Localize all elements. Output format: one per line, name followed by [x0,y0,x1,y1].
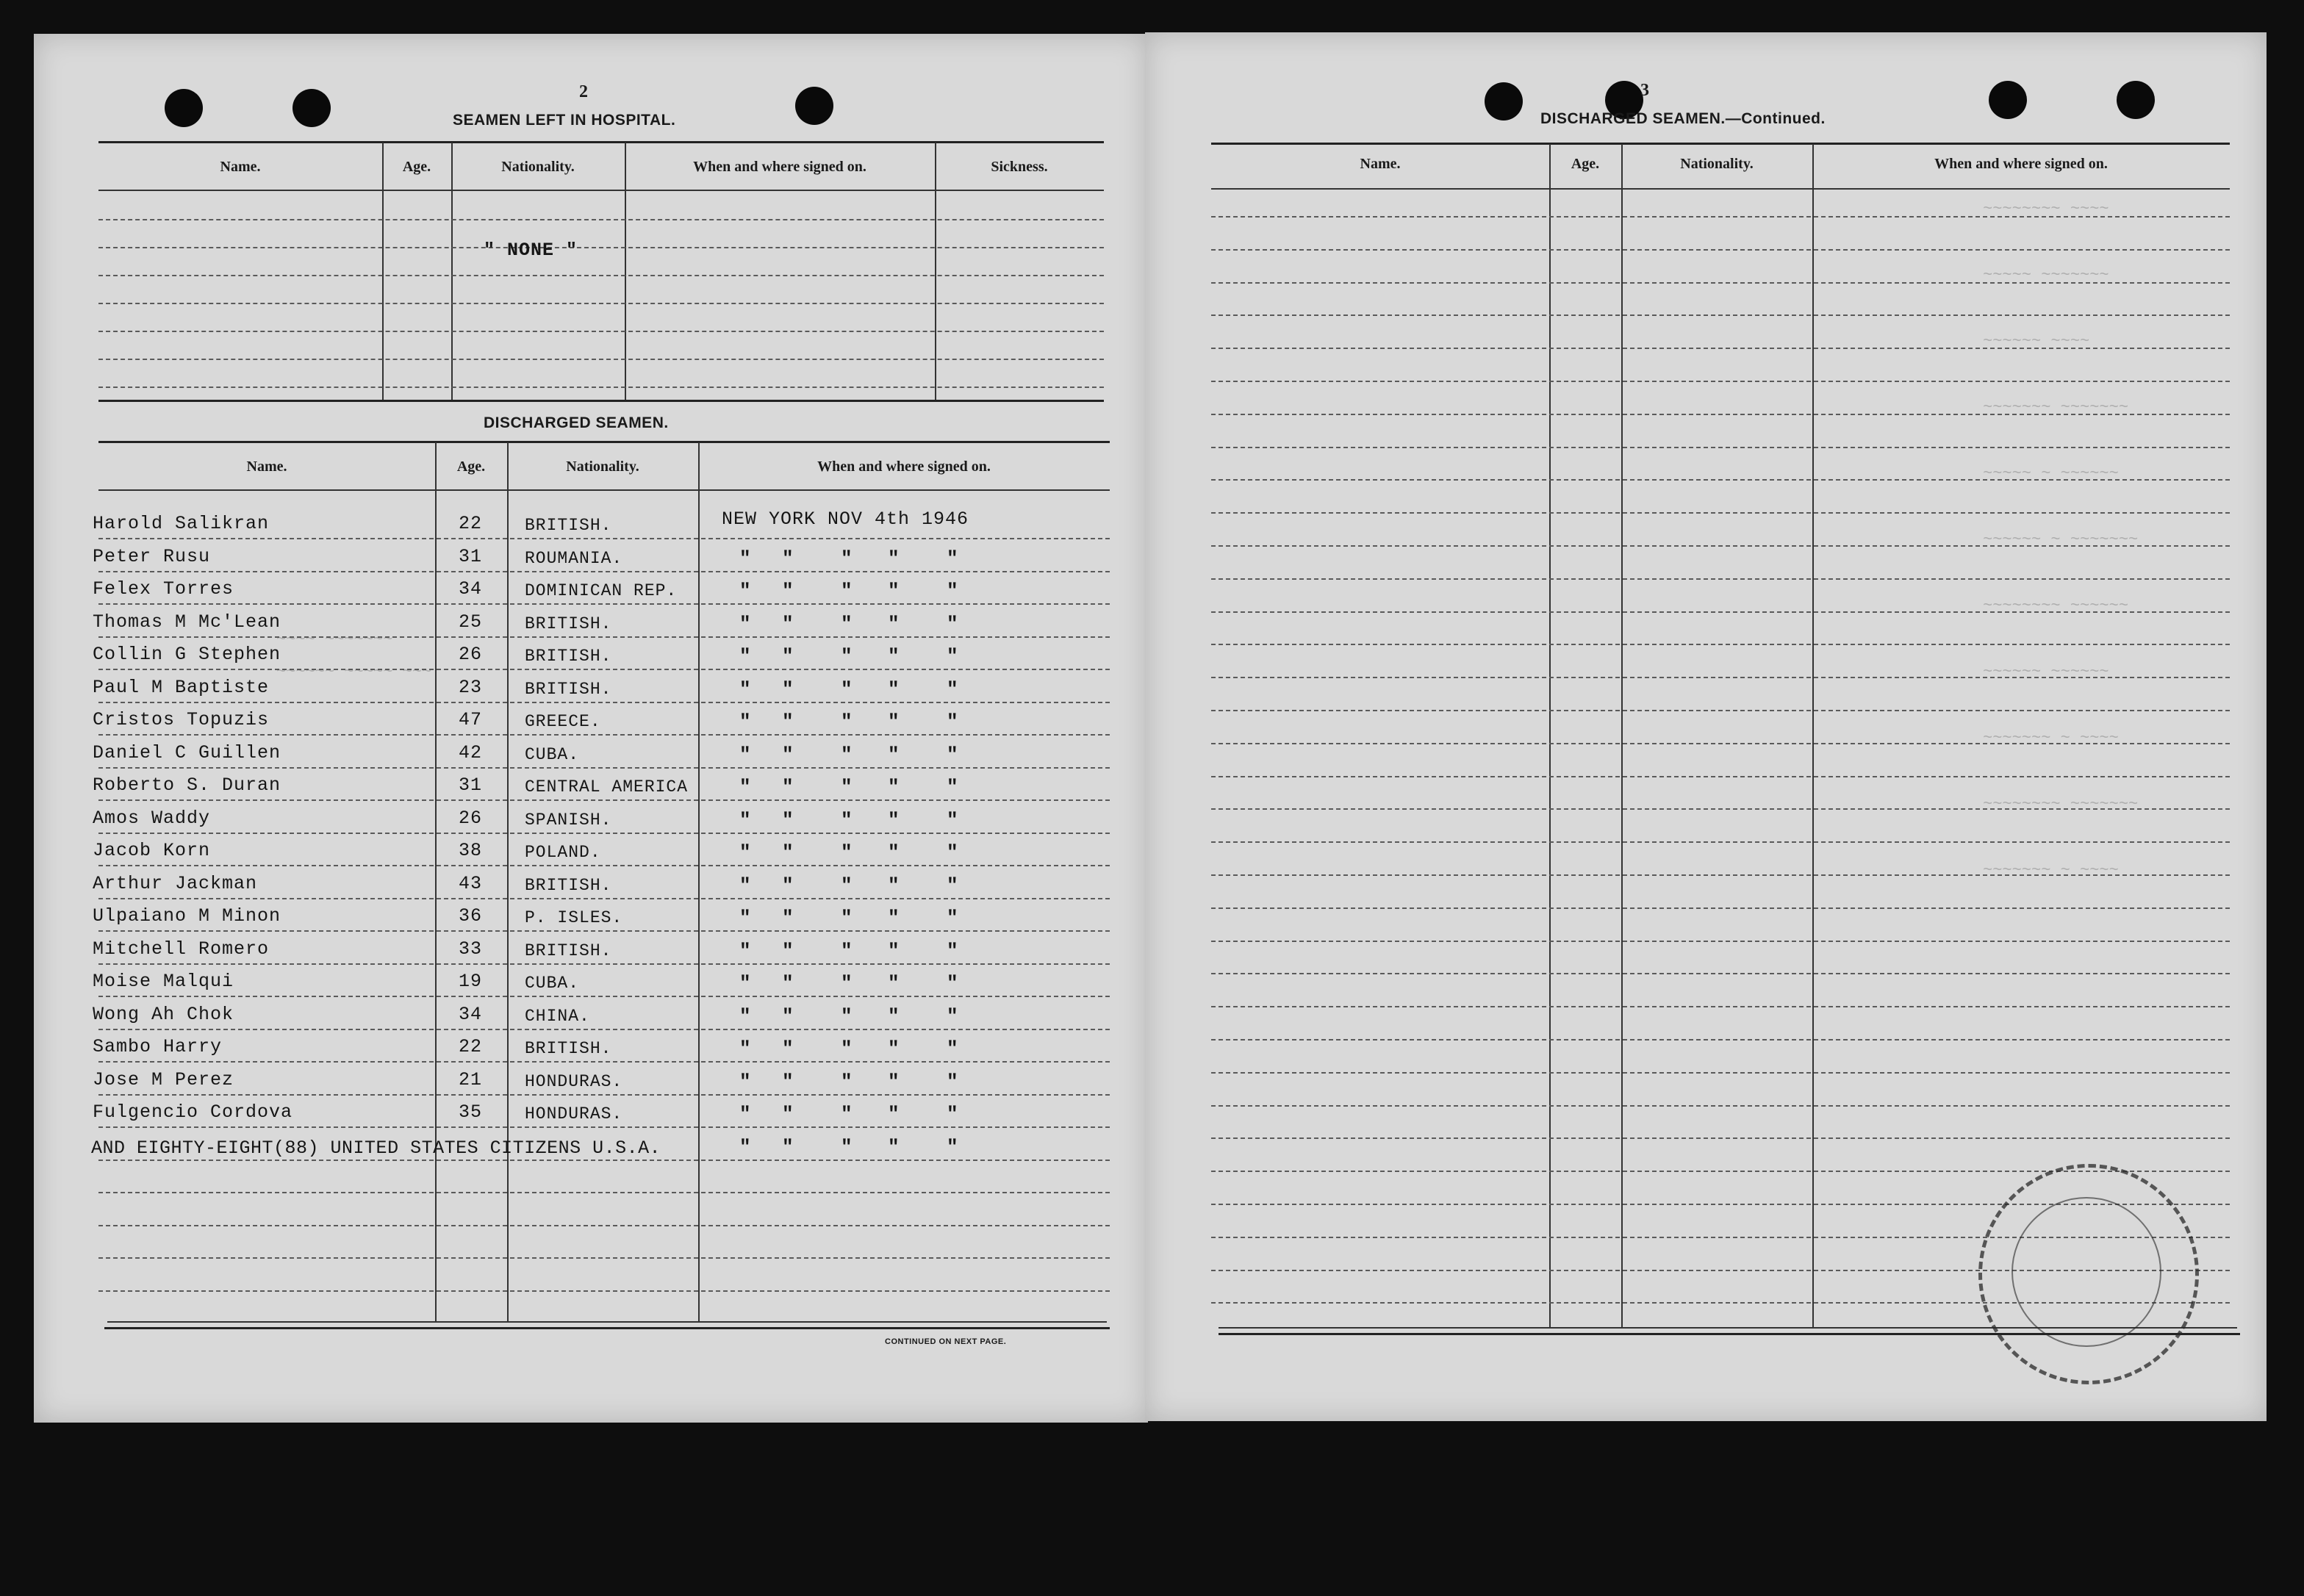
ditto-mark: " [782,776,794,798]
seaman-age: 43 [459,872,483,894]
bleed-through-text: ~~~~~~~ ~ ~~~~ [1983,729,2119,747]
ditto-mark: " [782,972,794,994]
page-number: 2 [579,82,588,101]
ditto-mark: " [947,907,958,929]
page-right [1145,32,2267,1421]
hospital-header-age: Age. [402,159,431,175]
punch-hole [165,89,203,127]
ditto-mark: " [739,645,751,667]
seaman-nationality: CENTRAL AMERICA [525,777,689,797]
seaman-nationality: HONDURAS. [525,1071,623,1091]
ditto-mark: " [888,677,900,700]
seaman-nationality: ROUMANIA. [525,548,623,568]
ditto-mark: " [888,972,900,994]
seaman-nationality: BRITISH. [525,941,612,960]
hospital-header-signed-on: When and where signed on. [693,159,866,175]
seaman-nationality: SPANISH. [525,810,612,830]
ditto-mark: " [841,645,853,667]
ditto-mark: " [739,1038,751,1060]
right-header-name: Name. [1360,156,1401,172]
ditto-mark: " [739,776,751,798]
ditto-mark: " [888,547,900,569]
seaman-age: 26 [459,807,483,829]
seaman-nationality: CUBA. [525,974,580,993]
ditto-mark: " [782,1136,794,1158]
seaman-name: Felex Torres [93,578,234,600]
ditto-mark: " [739,907,751,929]
ditto-mark: " [841,972,853,994]
seaman-name: Paul M Baptiste [93,676,270,698]
bleed-through-text: ~~~~~~ ~~~~~ ~~~ [276,663,432,681]
ditto-mark: " [841,580,853,602]
seaman-name: Jacob Korn [93,840,211,861]
ditto-mark: " [841,1136,853,1158]
hospital-header-nationality: Nationality. [501,159,575,175]
ditto-mark: " [888,612,900,635]
seaman-name: Roberto S. Duran [93,774,281,796]
ditto-mark: " [841,874,853,896]
ditto-mark: " [841,612,853,635]
ditto-mark: " [841,547,853,569]
punch-hole [2117,81,2155,119]
hospital-none-note: " NONE " [484,240,578,261]
ditto-mark: " [739,612,751,635]
ditto-mark: " [841,743,853,766]
hospital-section-title: SEAMEN LEFT IN HOSPITAL. [453,112,676,129]
ditto-mark: " [947,1070,958,1093]
seaman-age: 34 [459,1003,483,1025]
punch-hole [795,87,833,125]
ditto-mark: " [782,612,794,635]
ditto-mark: " [782,580,794,602]
ditto-mark: " [739,547,751,569]
seaman-name: Fulgencio Cordova [93,1101,293,1123]
ditto-mark: " [739,1070,751,1093]
seaman-age: 21 [459,1068,483,1090]
ditto-mark: " [782,743,794,766]
page-number: 3 [1640,81,1649,100]
continued-section-title: DISCHARGED SEAMEN.—Continued. [1540,110,1826,127]
ditto-mark: " [782,645,794,667]
ditto-mark: " [782,808,794,831]
ditto-mark: " [782,1004,794,1027]
ditto-mark: " [739,939,751,962]
ditto-mark: " [841,677,853,700]
hospital-header-sickness: Sickness. [991,159,1048,175]
punch-hole [293,89,331,127]
ditto-mark: " [947,1038,958,1060]
seaman-nationality: P. ISLES. [525,908,623,927]
ditto-mark: " [888,874,900,896]
ditto-mark: " [888,1038,900,1060]
ditto-mark: " [947,677,958,700]
discharged-header-nationality: Nationality. [566,459,639,475]
ditto-mark: " [947,743,958,766]
seaman-nationality: DOMINICAN REP. [525,581,678,600]
ditto-mark: " [739,711,751,733]
ditto-mark: " [888,841,900,863]
seaman-name: Moise Malqui [93,971,234,992]
seaman-name: Ulpaiano M Minon [93,905,281,927]
seaman-age: 25 [459,611,483,633]
seaman-name: Arthur Jackman [93,872,258,894]
ditto-mark: " [888,711,900,733]
ditto-mark: " [782,1103,794,1125]
ditto-mark: " [947,580,958,602]
bleed-through-text: ~~~~~~ ~~~~ [1983,332,2090,351]
seaman-age: 33 [459,938,483,960]
bleed-through-text: ~~~~~~ ~ ~~~~~~~ [1983,531,2139,549]
seaman-age: 35 [459,1101,483,1123]
bleed-through-text: ~~~~~~~ ~ ~~~~ [1983,861,2119,880]
hospital-header-name: Name. [220,159,261,175]
seaman-nationality: BRITISH. [525,647,612,666]
seaman-age: 22 [459,1036,483,1057]
ditto-mark: " [841,808,853,831]
ditto-mark: " [947,711,958,733]
footer-continued: CONTINUED ON NEXT PAGE. [885,1337,1007,1346]
ditto-mark: " [841,907,853,929]
ditto-mark: " [888,1103,900,1125]
seaman-age: 34 [459,578,483,600]
bleed-through-text: ~~~~~~ ~~~~~~ [1983,663,2109,681]
ditto-mark: " [782,907,794,929]
discharged-header-signed-on: When and where signed on. [817,459,991,475]
seaman-name: Wong Ah Chok [93,1003,234,1025]
bleed-through-text: ~~~~~ ~~~~~~~ [1983,266,2109,284]
seaman-name: Harold Salikran [93,513,270,534]
ditto-mark: " [947,547,958,569]
bleed-through-text: ~~~~~~~ ~~~~~~~ [1983,398,2129,417]
ditto-mark: " [947,808,958,831]
ditto-mark: " [782,1038,794,1060]
seaman-nationality: BRITISH. [525,516,612,535]
seaman-name: Amos Waddy [93,807,211,829]
ditto-mark: " [888,808,900,831]
bleed-through-text: ~~~~~ ~ ~~~~~~ [1983,464,2119,483]
ditto-mark: " [739,972,751,994]
right-header-nationality: Nationality. [1680,156,1754,172]
bleed-through-text: ~~~~~~~~ ~~~~~~ [1983,597,2129,615]
seaman-age: 19 [459,971,483,992]
ditto-mark: " [888,1136,900,1158]
seaman-nationality: BRITISH. [525,614,612,633]
seaman-age: 42 [459,741,483,763]
seaman-age: 38 [459,840,483,861]
ditto-mark: " [739,874,751,896]
ditto-mark: " [841,1070,853,1093]
seaman-name: Peter Rusu [93,545,211,567]
ditto-mark: " [782,711,794,733]
ditto-mark: " [888,776,900,798]
seaman-name: Daniel C Guillen [93,741,281,763]
ditto-mark: " [739,808,751,831]
ditto-mark: " [739,841,751,863]
ditto-mark: " [947,1136,958,1158]
seaman-age: 22 [459,513,483,534]
ditto-mark: " [841,711,853,733]
ditto-mark: " [888,1004,900,1027]
ditto-mark: " [947,645,958,667]
seaman-nationality: BRITISH. [525,875,612,895]
ditto-mark: " [782,841,794,863]
ditto-mark: " [739,1004,751,1027]
ditto-mark: " [782,1070,794,1093]
seaman-age: 47 [459,709,483,730]
ditto-mark: " [947,1004,958,1027]
ditto-mark: " [947,612,958,635]
seaman-name: Sambo Harry [93,1036,223,1057]
ditto-mark: " [782,547,794,569]
ditto-mark: " [782,939,794,962]
first-signed-on: NEW YORK NOV 4th 1946 [722,508,969,530]
ditto-mark: " [947,972,958,994]
right-header-signed-on: When and where signed on. [1934,156,2108,172]
seaman-age: 23 [459,676,483,698]
punch-hole [1485,82,1523,121]
ditto-mark: " [841,1038,853,1060]
page-left [34,34,1148,1423]
ditto-mark: " [888,645,900,667]
seaman-nationality: GREECE. [525,712,601,731]
ditto-mark: " [739,580,751,602]
ditto-mark: " [739,743,751,766]
ditto-mark: " [947,939,958,962]
seaman-name: Jose M Perez [93,1068,234,1090]
ditto-mark: " [947,1103,958,1125]
ditto-mark: " [888,743,900,766]
punch-hole [1989,81,2027,119]
discharged-header-age: Age. [456,459,486,475]
ditto-mark: " [841,1103,853,1125]
right-header-age: Age. [1571,156,1600,172]
discharged-header-name: Name. [246,459,287,475]
seaman-nationality: CHINA. [525,1006,590,1026]
seaman-age: 31 [459,545,483,567]
ditto-mark: " [739,677,751,700]
bleed-through-text: ~~~~~~~~ ~~~~ [1983,200,2109,218]
ditto-mark: " [782,677,794,700]
seaman-age: 36 [459,905,483,927]
ditto-mark: " [841,841,853,863]
closing-line: AND EIGHTY-EIGHT(88) UNITED STATES CITIZENS U.S.A. [91,1137,661,1159]
seaman-name: Cristos Topuzis [93,709,270,730]
seaman-nationality: CUBA. [525,744,580,764]
official-stamp [1978,1164,2199,1384]
seaman-nationality: POLAND. [525,843,601,862]
seaman-nationality: BRITISH. [525,1039,612,1058]
ditto-mark: " [782,874,794,896]
ditto-mark: " [947,874,958,896]
seaman-name: Collin G Stephen [93,644,281,665]
ditto-mark: " [841,776,853,798]
ditto-mark: " [947,776,958,798]
seaman-nationality: BRITISH. [525,679,612,699]
seaman-age: 26 [459,644,483,665]
bleed-through-text: ~~~~~~~~ ~~~~~~~ [1983,795,2139,813]
ditto-mark: " [888,907,900,929]
ditto-mark: " [739,1103,751,1125]
seaman-age: 31 [459,774,483,796]
seaman-name: Mitchell Romero [93,938,270,960]
ditto-mark: " [947,841,958,863]
seaman-name: Thomas M Mc'Lean [93,611,281,633]
ditto-mark: " [888,1070,900,1093]
ditto-mark: " [888,580,900,602]
ditto-mark: " [841,1004,853,1027]
ditto-mark: " [888,939,900,962]
discharged-section-title: DISCHARGED SEAMEN. [484,414,669,431]
seaman-nationality: HONDURAS. [525,1104,623,1124]
ditto-mark: " [739,1136,751,1158]
ditto-mark: " [841,939,853,962]
bleed-through-text: ~~~~ ~~~~~~~ [276,630,393,649]
